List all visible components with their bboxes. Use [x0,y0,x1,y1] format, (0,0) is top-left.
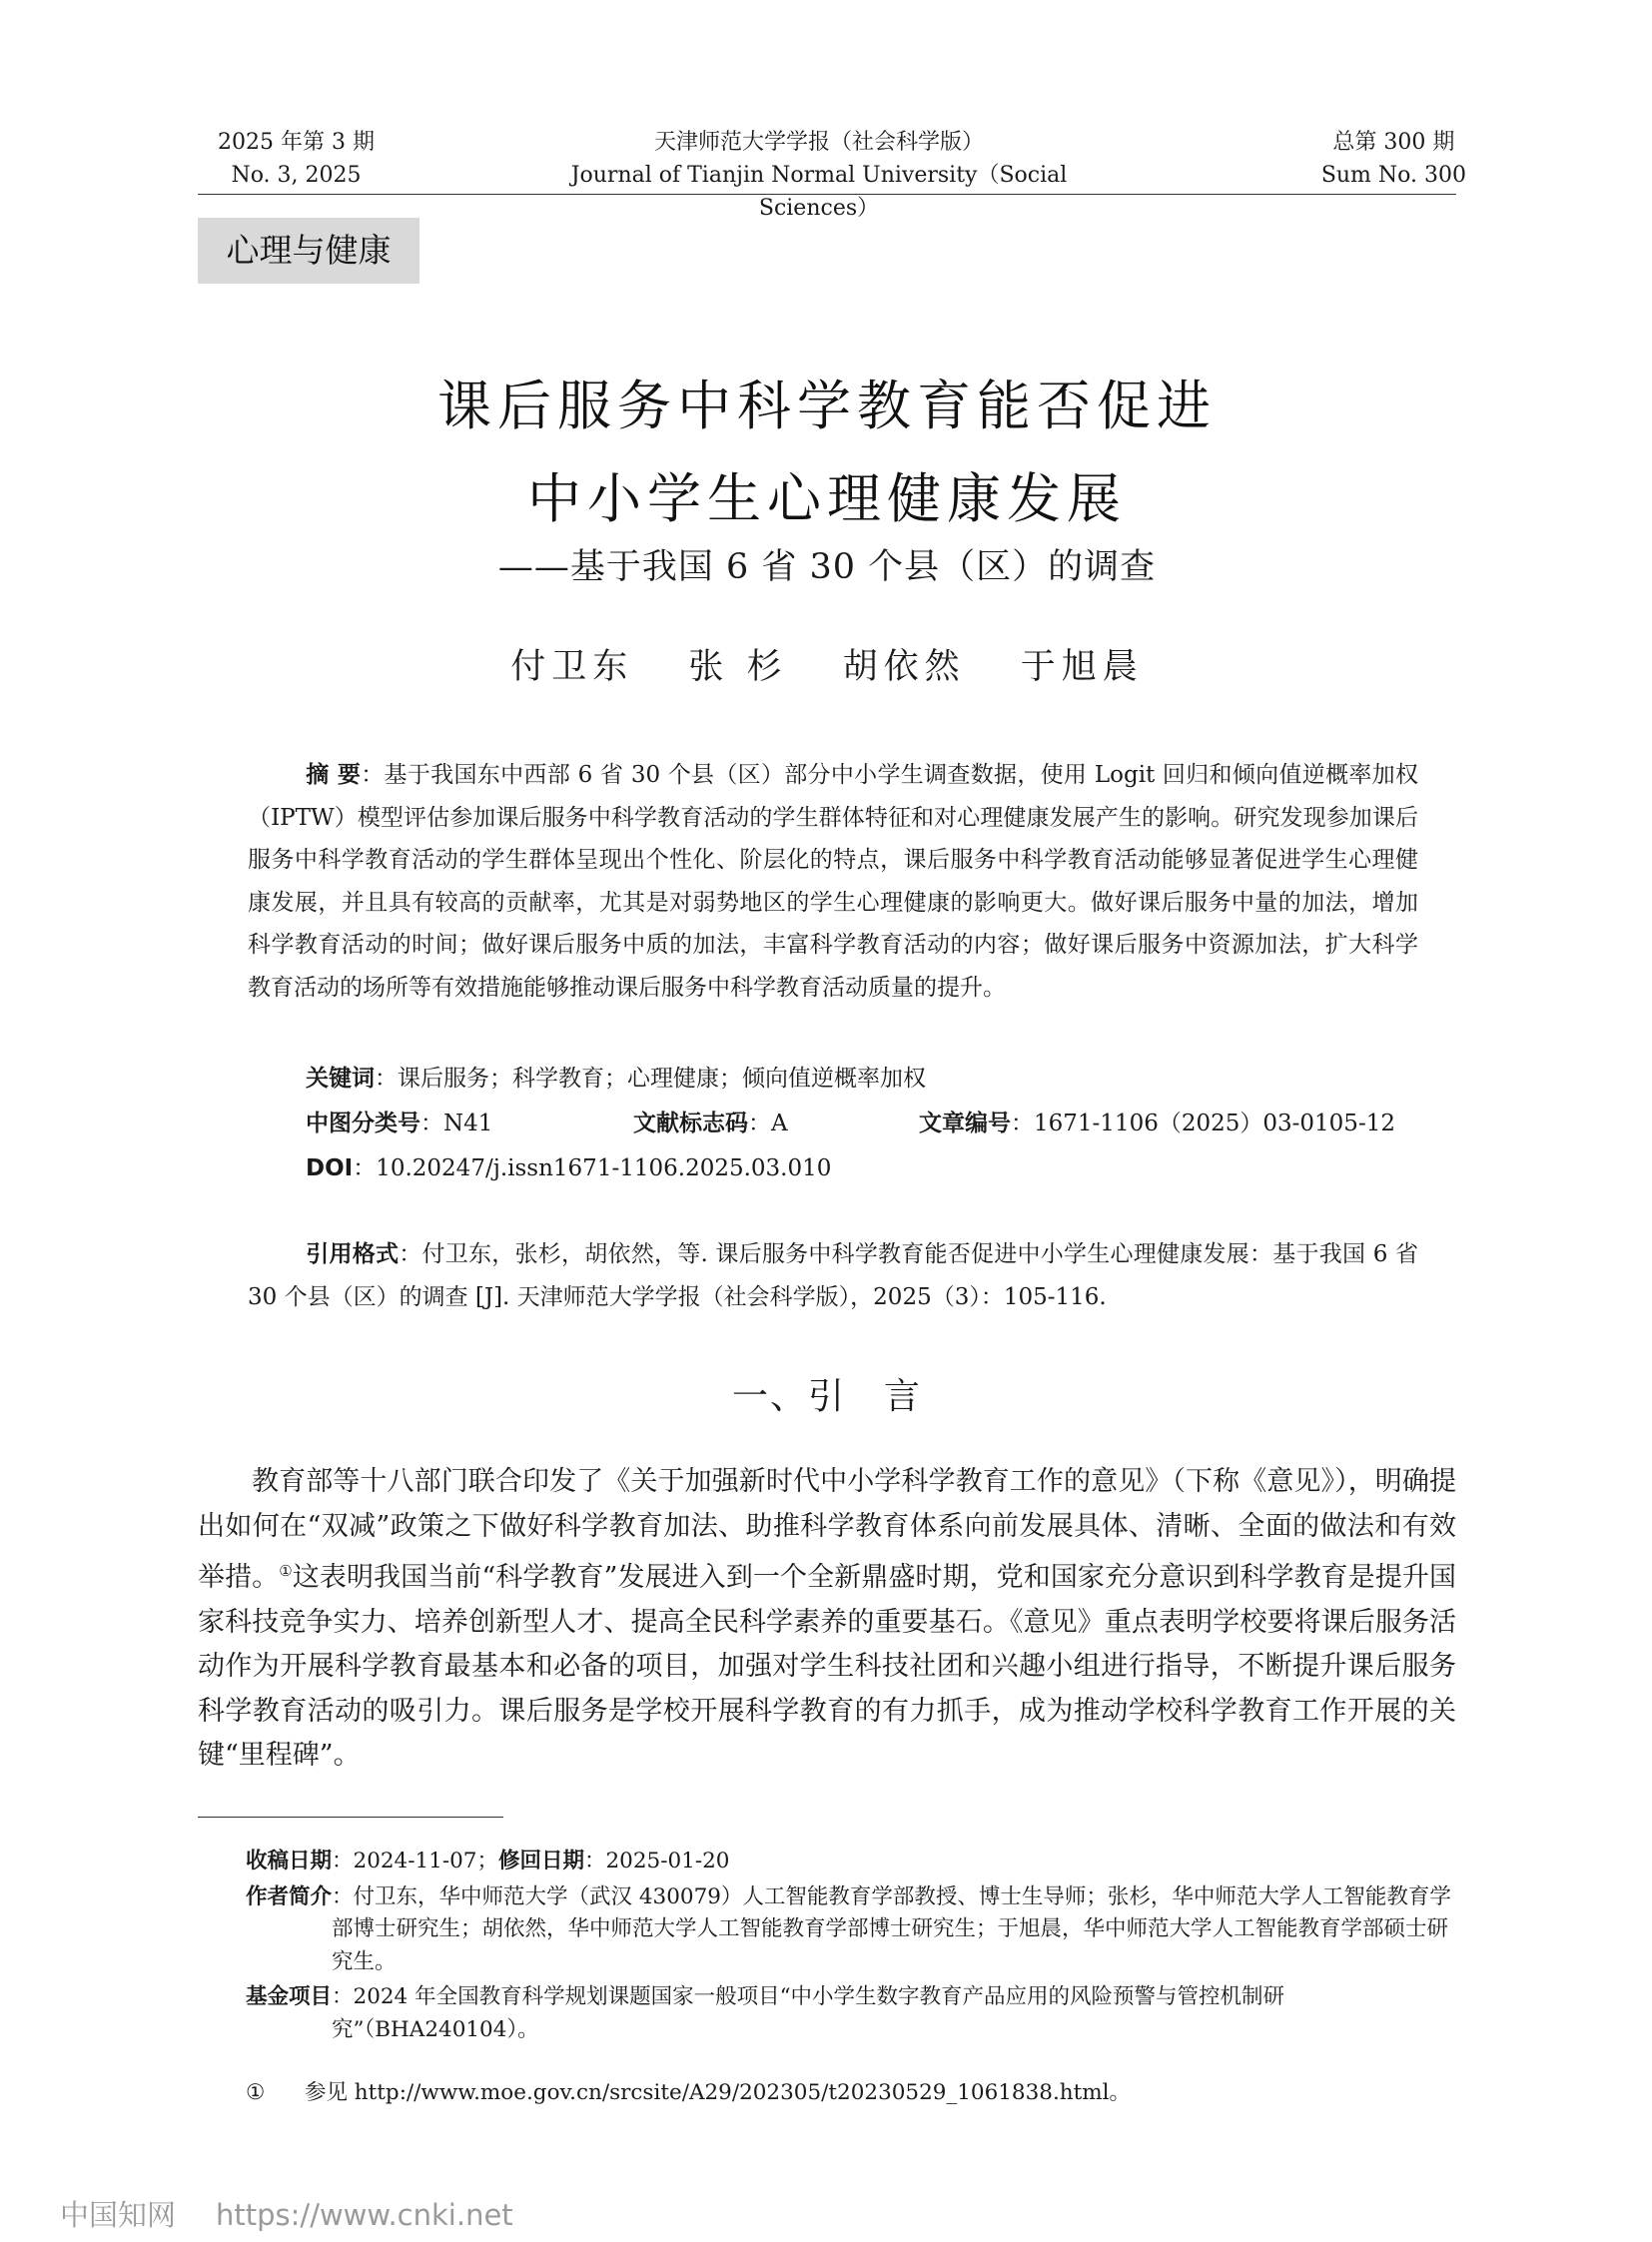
title-line-1: 课后服务中科学教育能否促进 [437,374,1217,437]
reference-footnote [246,2075,1131,2106]
header-issue [218,126,375,192]
revised-label: 修回日期 [497,1849,584,1873]
doi-value: ：10.20247/j.issn1671-1106.2025.03.010 [353,1155,832,1181]
citation-label: 引用格式 [306,1241,400,1267]
intro-paragraph [198,1460,1456,1779]
intro-text-b: 这表明我国当前“科学教育”发展进入到一个全新鼎盛时期，党和国家充分意识到科学教育是提升国家科技竞争实力、培养创新型人才、提高全民科学素养的重要基石。《意见》重点表明学校要将课后服务活动作为开展科学教育最基本和必备的项目，加强对学生科技社团和兴趣小组进行指导，不断提升课后服务科学教育活动的吸引力。课后服务是学校开展科学教育的有力抓手，成为推动学校科学教育工作开展的关键“里程碑”。 [198,1562,1457,1771]
intro-body [198,1460,1456,1779]
footnotes [246,1846,1456,2049]
section-tag: 心理与健康 [198,218,419,284]
intro-text-a: 教育部等十八部门联合印发了《关于加强新时代中小学科学教育工作的意见》（下称《意见》），明确提出如何在“双减”政策之下做好科学教育加法、助推科学教育体系向前发展具体、清晰、全面的做法和有效举措。 [198,1466,1456,1593]
section-heading-intro: 一、引 言 [731,1376,922,1417]
citation-text: ：付卫东，张杉，胡依然，等. 课后服务中科学教育能否促进中小学生心理健康发展：基于我国 6 省 30 个县（区）的调查 [J]. 天津师范大学学报（社会科学版），2025（3）：105-116. [248,1241,1419,1310]
author-bio-text: ：付卫东，华中师范大学（武汉 430079）人工智能教育学部教授、博士生导师；张杉，华中师范大学人工智能教育学部博士研究生；胡依然，华中师范大学人工智能教育学部博士研究生；于旭晨，华中师范大学人工智能教育学部硕士研究生。 [332,1883,1451,1974]
reference-text: 参见 http://www.moe.gov.cn/srcsite/A29/202305/t20230529_1061838.html。 [304,2080,1132,2105]
footnote-funding [246,1981,1456,2046]
received-label: 收稿日期 [246,1849,333,1873]
revised-value: ：2025-01-20 [584,1849,730,1873]
article-no-label: 文章编号 [919,1111,1011,1136]
footnote-dates [246,1846,1456,1878]
clc-value: ：N41 [420,1111,493,1136]
footnote-marker: ① [279,1562,293,1580]
clc-label: 中图分类号 [306,1111,420,1136]
watermark-url: https://www.cnki.net [216,2198,513,2232]
received-value: ：2024-11-07； [332,1849,498,1873]
doi [306,1153,831,1183]
reference-marker: ① [246,2080,266,2105]
author-name: 于旭晨 [1020,647,1144,687]
classification-clc [306,1109,492,1138]
abstract-label: 摘 要 [306,762,362,788]
author-name: 付卫东 [510,647,634,687]
header-issue-cn: 2025 年第 3 期 [218,130,375,155]
funding-label: 基金项目 [246,1984,333,2009]
article-no-value: ：1671-1106（2025）03-0105-12 [1011,1111,1395,1136]
author-name: 胡依然 [842,647,966,687]
header-journal-en: Journal of Tianjin Normal University（Social Sciences） [570,163,1068,221]
funding-text: ：2024 年全国教育科学规划课题国家一般项目“中小学生数字教育产品应用的风险预警与管控机制研究”（BHA240104）。 [332,1984,1285,2042]
header-journal [519,126,1119,225]
keywords-text: ：课后服务；科学教育；心理健康；倾向值逆概率加权 [375,1066,926,1092]
header-total [1321,126,1466,192]
citation [248,1233,1418,1319]
cnki-watermark [60,2193,513,2234]
doi-label: DOI [306,1155,354,1181]
header-issue-en: No. 3, 2025 [231,163,362,188]
author-name: 张 杉 [688,647,788,687]
keywords [306,1064,926,1094]
keywords-label: 关键词 [306,1066,375,1092]
footnote-author-bio [246,1881,1456,1979]
watermark-brand: 中国知网 [60,2198,177,2232]
title-line-2: 中小学生心理健康发展 [527,467,1127,530]
author-list [198,639,1456,689]
subtitle: ——基于我国 6 省 30 个县（区）的调查 [497,547,1157,587]
author-bio-label: 作者简介 [246,1883,333,1909]
classification-article [919,1109,1395,1138]
header-journal-cn: 天津师范大学学报（社会科学版） [653,130,984,155]
doc-code-label: 文献标志码 [633,1111,748,1136]
footnote-rule [198,1817,503,1818]
header-rule [198,194,1456,195]
abstract [248,754,1418,1009]
doc-code-value: ：A [748,1111,788,1136]
header-total-cn: 总第 300 期 [1332,130,1455,155]
classification-doc [633,1109,788,1138]
abstract-text: ：基于我国东中西部 6 省 30 个县（区）部分中小学生调查数据，使用 Logit 回归和倾向值逆概率加权（IPTW）模型评估参加课后服务中科学教育活动的学生群体特征和对心理健康发展产生的影响。研究发现参加课后服务中科学教育活动的学生群体呈现出个性化、阶层化的特点，课后服务中科学教育活动能够显著促进学生心理健康发展，并且具有较高的贡献率，尤其是对弱势地区的学生心理健康的影响更大。做好课后服务中量的加法，增加科学教育活动的时间；做好课后服务中质的加法，丰富科学教育活动的内容；做好课后服务中资源加法，扩大科学教育活动的场所等有效措施能够推动课后服务中科学教育活动质量的提升。 [248,762,1418,1001]
header-total-en: Sum No. 300 [1320,163,1466,188]
